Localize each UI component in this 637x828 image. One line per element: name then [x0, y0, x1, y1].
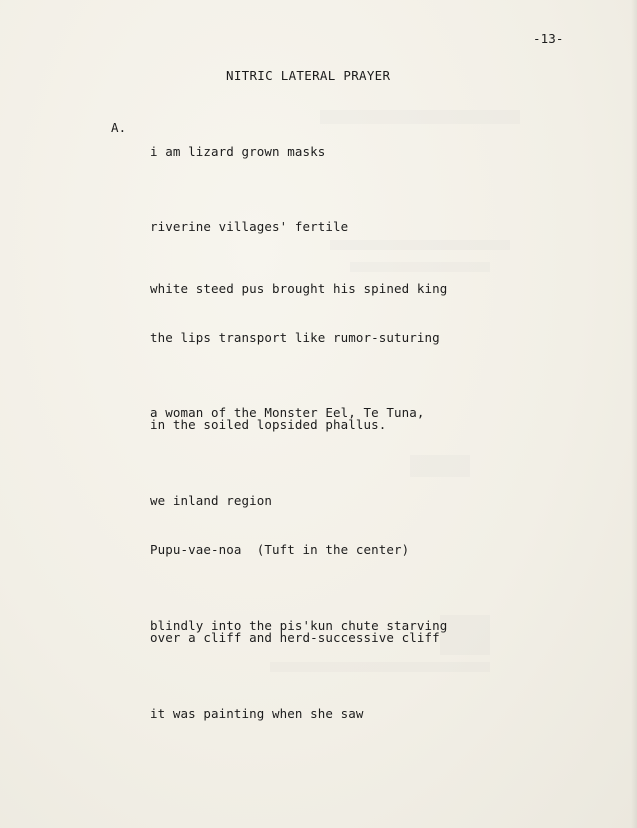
bleed-through-mark	[440, 615, 490, 655]
bleed-through-mark	[410, 455, 470, 477]
bleed-through-mark	[350, 262, 490, 272]
bleed-through-mark	[320, 110, 520, 124]
page-edge-shadow	[631, 0, 637, 828]
poem-line: Pupu-vae-noa (Tuft in the center)	[150, 542, 410, 557]
poem-line: white steed pus brought his spined king	[150, 281, 448, 296]
poem-line: in the soiled lopsided phallus.	[150, 417, 387, 432]
poem-line: the lips transport like rumor-suturing	[150, 330, 440, 345]
bleed-through-mark	[330, 240, 510, 250]
poem-title: NITRIC LATERAL PRAYER	[226, 68, 391, 83]
bleed-through-mark	[270, 662, 490, 672]
section-label: A.	[111, 120, 127, 135]
poem-line: riverine villages' fertile	[150, 219, 349, 234]
poem-line: it was painting when she saw	[150, 706, 364, 721]
page-number: -13-	[533, 31, 564, 46]
poem-line: i am lizard grown masks	[150, 144, 326, 159]
poem-line: a woman of the Monster Eel, Te Tuna,	[150, 405, 425, 420]
poem-line: over a cliff and herd-successive cliff	[150, 630, 440, 645]
poem-line: blindly into the pis'kun chute starving	[150, 618, 448, 633]
poem-line: we inland region	[150, 493, 273, 508]
